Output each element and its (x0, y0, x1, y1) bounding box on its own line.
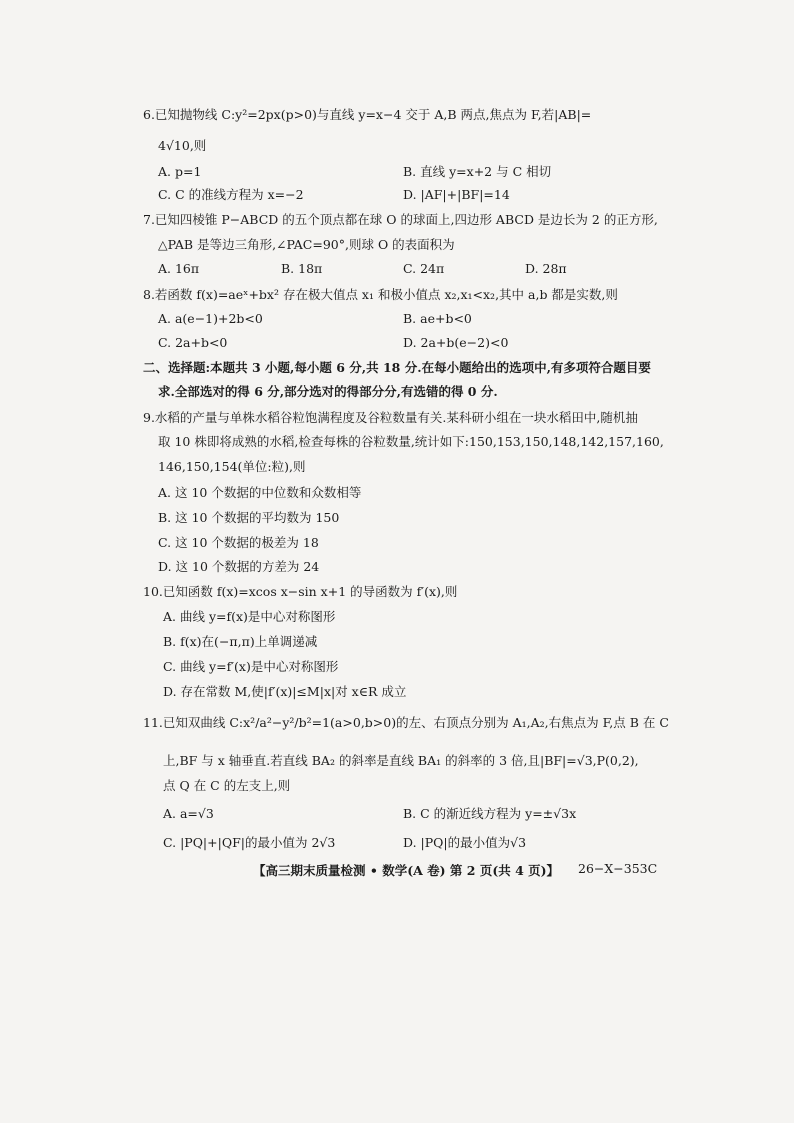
q6-option-d: D. |AF|+|BF|=14 (403, 187, 510, 202)
q6-option-c: C. C 的准线方程为 x=−2 (158, 187, 304, 202)
q8-option-c: C. 2a+b<0 (158, 335, 228, 350)
q10-option-c: C. 曲线 y=f′(x)是中心对称图形 (163, 659, 339, 674)
q7-option-b: B. 18π (281, 261, 323, 276)
q9-option-b: B. 这 10 个数据的平均数为 150 (158, 510, 340, 525)
q9-option-a: A. 这 10 个数据的中位数和众数相等 (158, 485, 362, 500)
q7-option-d: D. 28π (525, 261, 567, 276)
q11-option-c: C. |PQ|+|QF|的最小值为 2√3 (163, 835, 336, 850)
q9-stem-line3: 146,150,154(单位:粒),则 (158, 459, 306, 474)
page-footer-code: 26−X−353C (578, 861, 658, 876)
q7-stem-line1: 7.已知四棱锥 P−ABCD 的五个顶点都在球 O 的球面上,四边形 ABCD 是边长为 2 的正方形, (143, 212, 658, 227)
page-footer-title: 【高三期末质量检测 • 数学(A 卷) 第 2 页(共 4 页)】 (253, 863, 560, 878)
q8-stem: 8.若函数 f(x)=aeˣ+bx² 存在极大值点 x₁ 和极小值点 x₂,x₁<x₂,其中 a,b 都是实数,则 (143, 287, 618, 302)
q6-stem-line1: 6.已知抛物线 C:y²=2px(p>0)与直线 y=x−4 交于 A,B 两点,焦点为 F,若|AB|= (143, 107, 592, 122)
q9-option-c: C. 这 10 个数据的极差为 18 (158, 535, 319, 550)
q11-stem-line3: 点 Q 在 C 的左支上,则 (163, 778, 291, 793)
q7-stem-line2: △PAB 是等边三角形,∠PAC=90°,则球 O 的表面积为 (158, 237, 455, 252)
q8-option-b: B. ae+b<0 (403, 311, 472, 326)
q7-option-c: C. 24π (403, 261, 445, 276)
q8-option-a: A. a(e−1)+2b<0 (158, 311, 263, 326)
q10-stem: 10.已知函数 f(x)=xcos x−sin x+1 的导函数为 f′(x),则 (143, 584, 458, 599)
q11-option-a: A. a=√3 (163, 806, 214, 821)
q8-option-d: D. 2a+b(e−2)<0 (403, 335, 509, 350)
q11-stem-line1: 11.已知双曲线 C:x²/a²−y²/b²=1(a>0,b>0)的左、右顶点分别为 A₁,A₂,右焦点为 F,点 B 在 C (143, 715, 669, 730)
section2-instructions-line1: 二、选择题:本题共 3 小题,每小题 6 分,共 18 分.在每小题给出的选项中,有多项符合题目要 (143, 360, 651, 375)
section2-instructions-line2: 求.全部选对的得 6 分,部分选对的得部分分,有选错的得 0 分. (158, 384, 498, 399)
q11-option-d: D. |PQ|的最小值为√3 (403, 835, 527, 850)
q6-option-a: A. p=1 (158, 164, 202, 179)
q11-option-b: B. C 的渐近线方程为 y=±√3x (403, 806, 577, 821)
q10-option-b: B. f(x)在(−π,π)上单调递减 (163, 634, 318, 649)
q6-option-b: B. 直线 y=x+2 与 C 相切 (403, 164, 552, 179)
q6-stem-line2: 4√10,则 (158, 138, 207, 153)
q9-stem-line1: 9.水稻的产量与单株水稻谷粒饱满程度及谷粒数量有关.某科研小组在一块水稻田中,随机抽 (143, 410, 638, 425)
q10-option-d: D. 存在常数 M,使|f′(x)|≤M|x|对 x∈R 成立 (163, 684, 407, 699)
q9-stem-line2: 取 10 株即将成熟的水稻,检查每株的谷粒数量,统计如下:150,153,150,148,142,157,160, (158, 434, 664, 449)
q7-option-a: A. 16π (158, 261, 200, 276)
q11-stem-line2: 上,BF 与 x 轴垂直.若直线 BA₂ 的斜率是直线 BA₁ 的斜率的 3 倍,且|BF|=√3,P(0,2), (163, 753, 639, 768)
q9-option-d: D. 这 10 个数据的方差为 24 (158, 559, 320, 574)
q10-option-a: A. 曲线 y=f(x)是中心对称图形 (163, 609, 336, 624)
